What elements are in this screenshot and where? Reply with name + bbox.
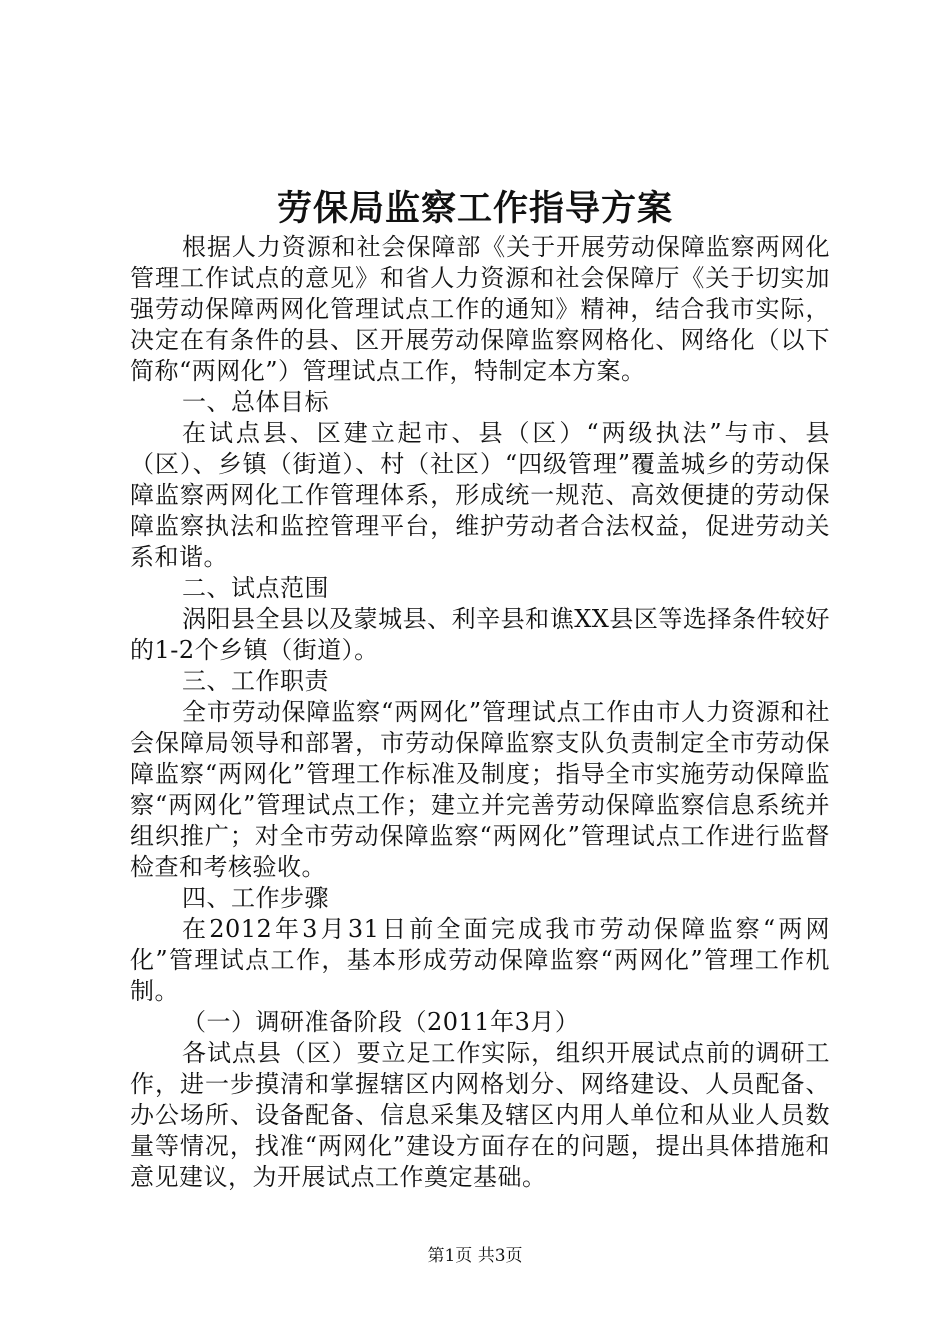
subsection-heading-research-preparation: （一）调研准备阶段（2011年3月）	[182, 1008, 580, 1036]
section-heading-pilot-scope: 二、试点范围	[182, 574, 329, 602]
responsibilities-paragraph: 全市劳动保障监察“两网化”管理试点工作由市人力资源和社会保障局领导和部署，市劳动保障监察支队负责制定全市劳动保障监察“两网化”管理工作标准及制度；指导全市实施劳动保障监察“两网化”管理试点工作；建立并完善劳动保障监察信息系统并组织推广；对全市劳动保障监察“两网化”管理试点工作进行监督检查和考核验收。	[130, 698, 830, 881]
intro-paragraph: 根据人力资源和社会保障部《关于开展劳动保障监察两网化管理工作试点的意见》和省人力资源和社会保障厅《关于切实加强劳动保障两网化管理试点工作的通知》精神，结合我市实际，决定在有条件的县、区开展劳动保障监察网格化、网络化（以下简称“两网化”）管理试点工作，特制定本方案。	[130, 233, 830, 385]
overall-goal-paragraph: 在试点县、区建立起市、县（区）“两级执法”与市、县（区）、乡镇（街道）、村（社区）“四级管理”覆盖城乡的劳动保障监察两网化工作管理体系，形成统一规范、高效便捷的劳动保障监察执法和监控管理平台，维护劳动者合法权益，促进劳动关系和谐。	[130, 419, 830, 571]
page-footer: 第1页 共3页	[427, 1246, 523, 1266]
document-title: 劳保局监察工作指导方案	[276, 188, 673, 229]
pilot-scope-paragraph: 涡阳县全县以及蒙城县、利辛县和谯XX县区等选择条件较好的1-2个乡镇（街道）。	[130, 605, 830, 664]
section-heading-overall-goal: 一、总体目标	[182, 388, 329, 416]
section-heading-responsibilities: 三、工作职责	[182, 667, 329, 695]
section-heading-work-steps: 四、工作步骤	[182, 884, 329, 912]
work-steps-paragraph: 在2012年3月31日前全面完成我市劳动保障监察“两网化”管理试点工作，基本形成劳动保障监察“两网化”管理工作机制。	[130, 915, 830, 1005]
research-preparation-paragraph: 各试点县（区）要立足工作实际，组织开展试点前的调研工作，进一步摸清和掌握辖区内网格划分、网络建设、人员配备、办公场所、设备配备、信息采集及辖区内用人单位和从业人员数量等情况，找准“两网化”建设方面存在的问题，提出具体措施和意见建议，为开展试点工作奠定基础。	[130, 1039, 830, 1191]
document-body	[130, 232, 830, 1193]
